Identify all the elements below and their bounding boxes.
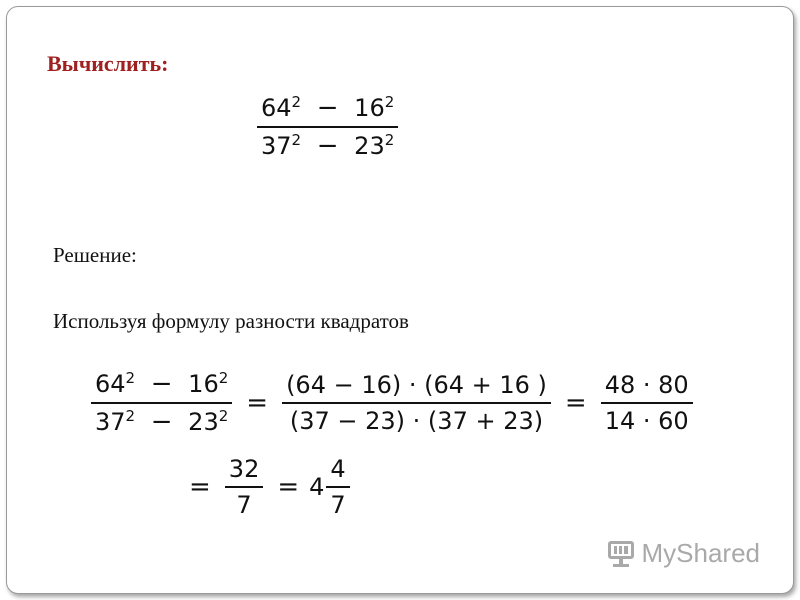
method-label: Используя формулу разности квадратов <box>53 309 409 333</box>
fraction-bar <box>225 486 264 488</box>
equals-sign: = <box>277 472 300 502</box>
original-denominator: $37^2 - 23^2$ <box>95 407 229 437</box>
mixed-numerator: 4 <box>330 455 346 483</box>
factored-numerator: (64 − 16) · (64 + 16 ) <box>286 371 547 399</box>
mixed-fraction <box>326 455 349 519</box>
simplified-fraction <box>225 455 264 519</box>
solution-label: Решение: <box>53 243 137 267</box>
equals-sign: = <box>564 388 587 418</box>
factored-denominator: (37 − 23) · (37 + 23) <box>289 407 544 435</box>
problem-fraction <box>257 93 398 161</box>
problem-denominator: $37^2 - 23^2$ <box>261 131 395 161</box>
slide <box>6 6 794 594</box>
mixed-denominator: 7 <box>330 491 346 519</box>
problem-numerator: $64^2 - 16^2$ <box>261 93 395 123</box>
watermark-text: MyShared <box>641 538 760 568</box>
product-numerator: 48 · 80 <box>604 371 689 399</box>
mixed-whole: 4 <box>309 473 325 501</box>
fraction-bar <box>91 402 232 404</box>
factored-fraction <box>282 371 551 435</box>
simplified-numerator: 32 <box>228 455 260 483</box>
simplified-denominator: 7 <box>236 491 252 519</box>
presentation-screen-icon <box>608 541 636 567</box>
problem-expression <box>251 93 404 161</box>
fraction-bar <box>257 126 398 128</box>
fraction-bar <box>326 486 349 488</box>
solution-fraction-original <box>91 369 232 437</box>
product-fraction <box>601 371 693 435</box>
equals-sign: = <box>189 472 211 502</box>
equals-sign: = <box>246 388 269 418</box>
fraction-bar <box>282 402 551 404</box>
fraction-bar <box>601 402 693 404</box>
watermark <box>608 538 761 569</box>
original-numerator: $64^2 - 16^2$ <box>95 369 229 399</box>
product-denominator: 14 · 60 <box>604 407 689 435</box>
solution-line-1 <box>85 369 699 437</box>
page-title: Вычислить: <box>47 51 169 76</box>
solution-line-2 <box>181 455 356 519</box>
